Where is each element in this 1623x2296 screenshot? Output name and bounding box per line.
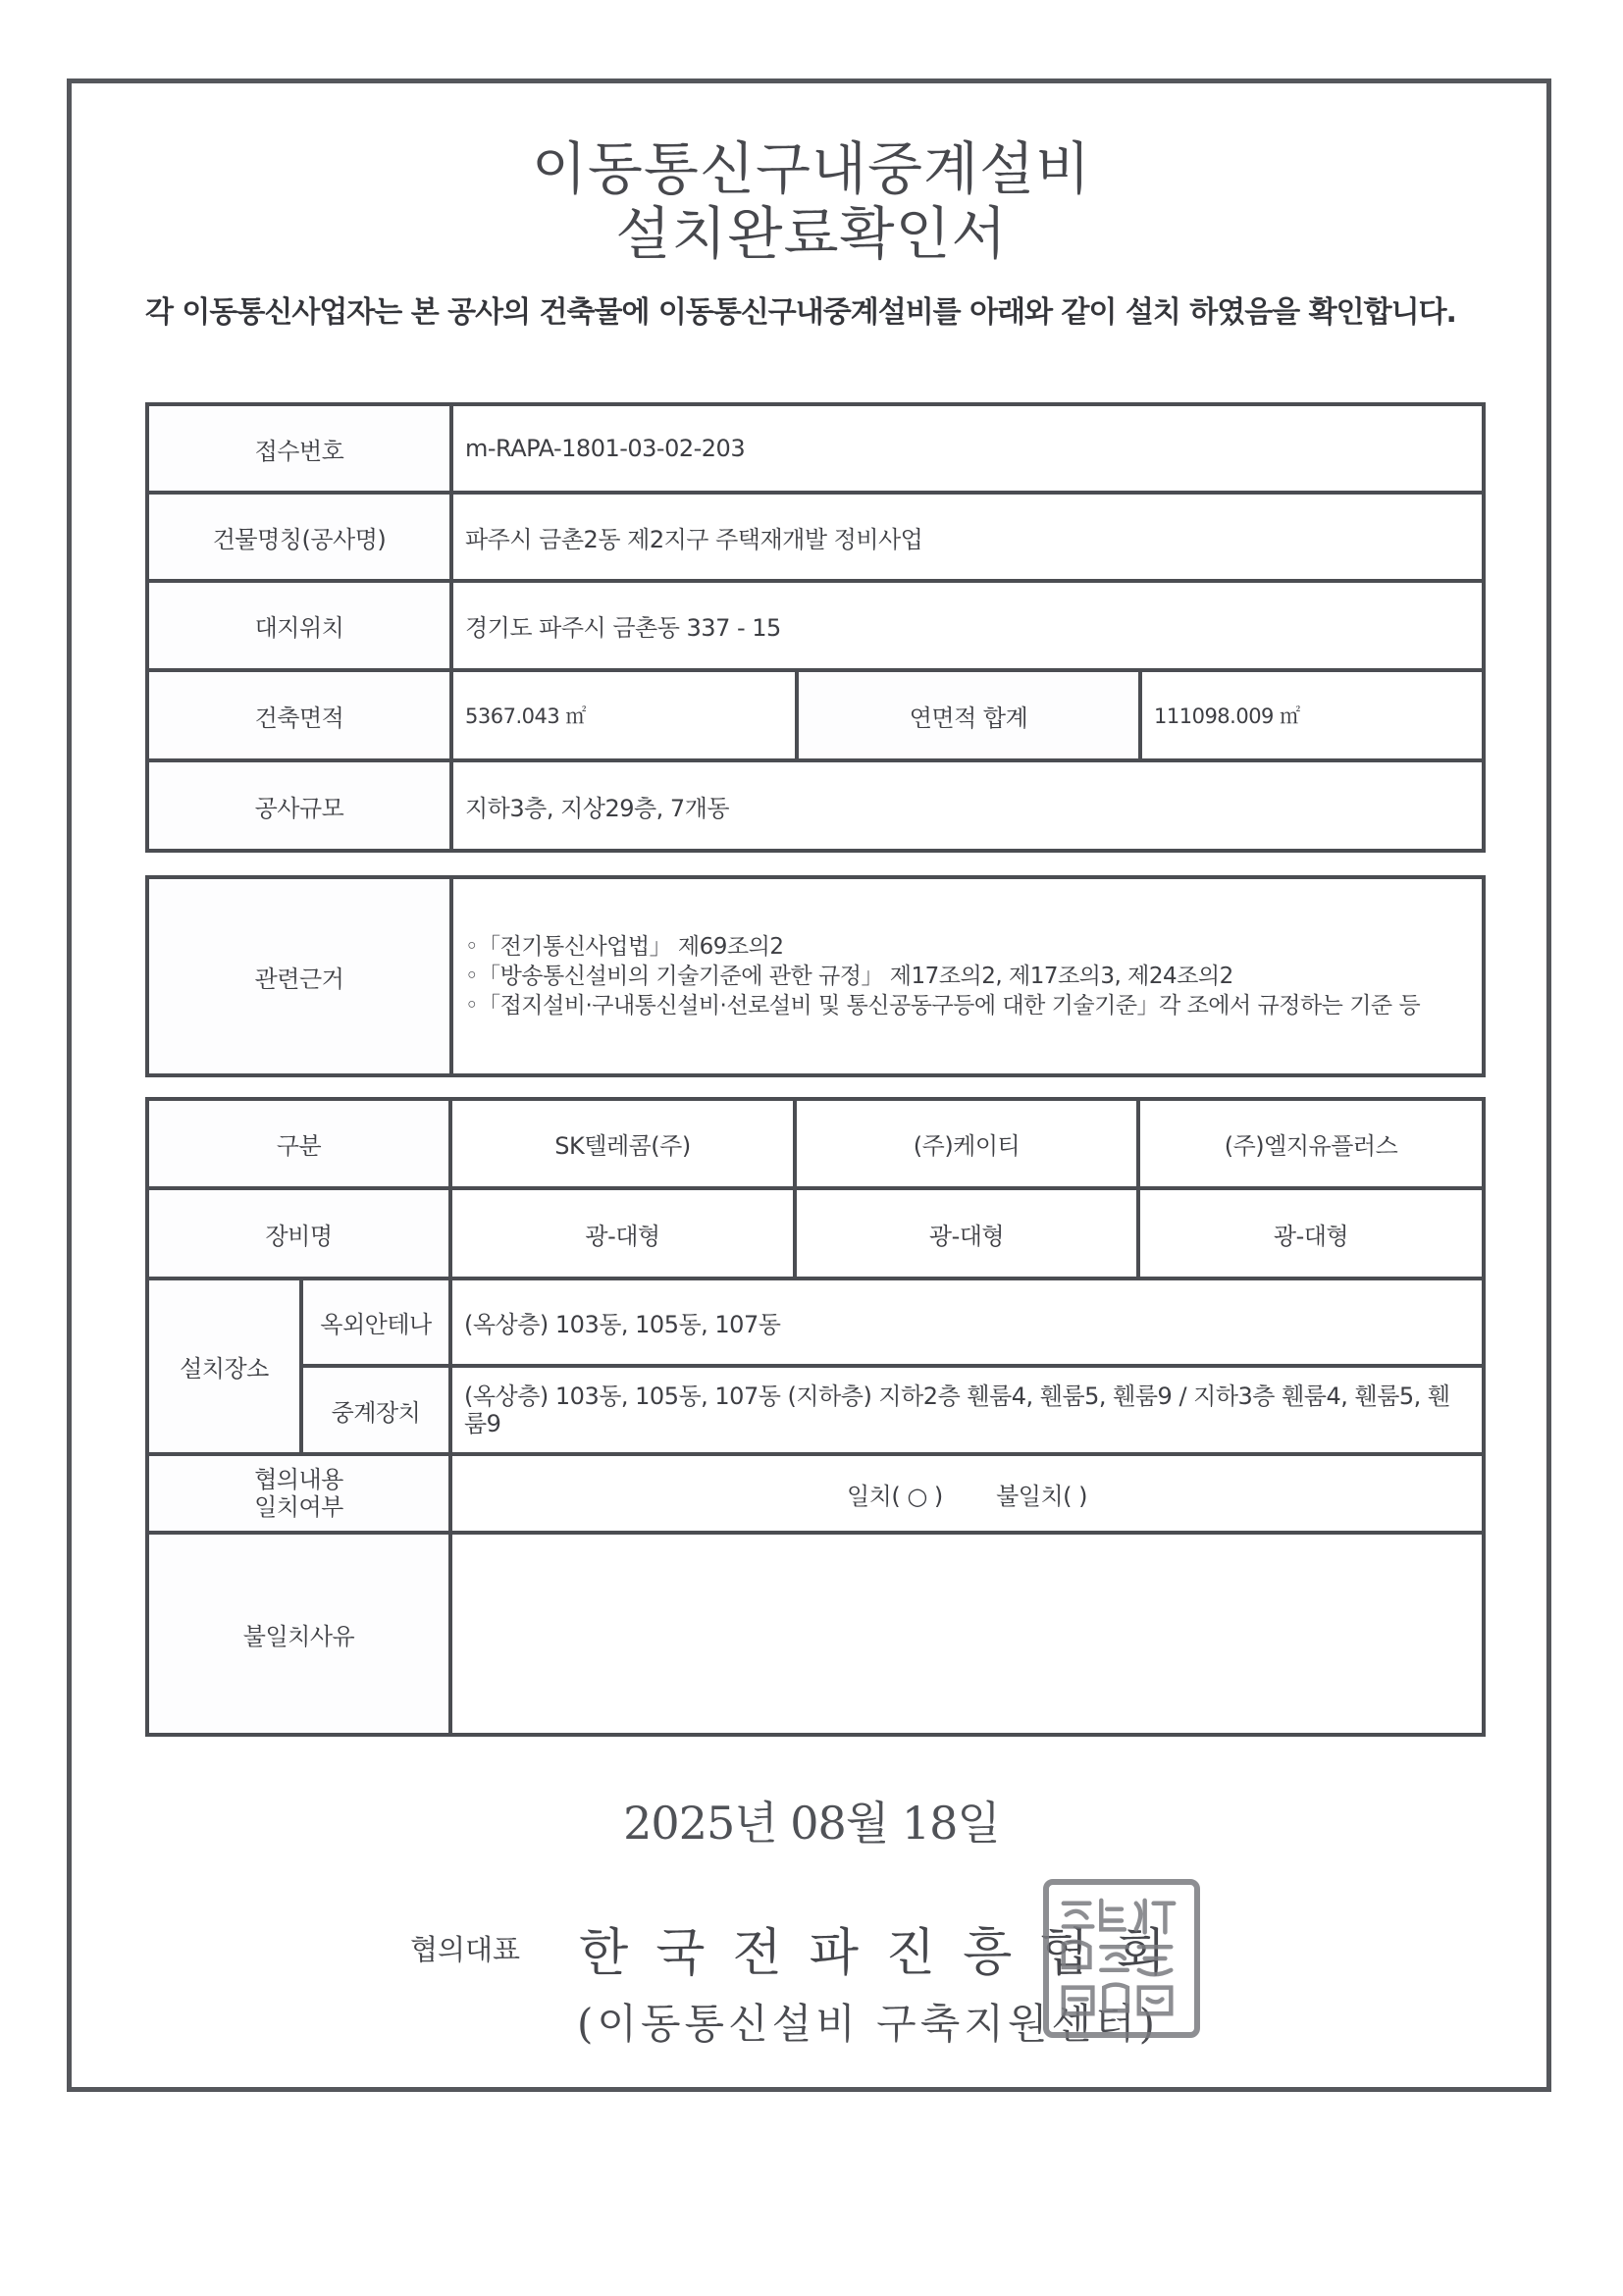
legal-basis-label: 관련근거 — [147, 877, 451, 1075]
receipt-no-value: m-RAPA-1801-03-02-203 — [451, 404, 1484, 493]
mismatch-reason-value[interactable] — [450, 1533, 1484, 1735]
building-name-label: 건물명칭(공사명) — [147, 493, 451, 581]
agreement-label — [147, 1454, 450, 1533]
table-row — [147, 1278, 1484, 1366]
legal-basis-content — [451, 877, 1484, 1075]
organization-name: 한국전파진흥협회 — [579, 1924, 1193, 1983]
mismatch-option[interactable]: 불일치( ) — [996, 1482, 1087, 1510]
carrier-installation-table — [145, 1097, 1486, 1737]
document-title-line2: 설치완료확인서 — [615, 200, 1008, 267]
construction-scale-value: 지하3층, 지상29층, 7개동 — [451, 760, 1484, 851]
seal-glyph-icon — [1049, 1885, 1194, 2032]
table-row — [147, 404, 1484, 493]
table-row — [147, 1533, 1484, 1735]
legal-basis-line: ◦「전기통신사업법」 제69조의2 — [465, 934, 784, 960]
site-location-label: 대지위치 — [147, 581, 451, 670]
total-floor-area-value: 111098.009 ㎡ — [1140, 670, 1484, 760]
carrier-name-skt: SK텔레콤(주) — [450, 1099, 795, 1188]
site-location-value: 경기도 파주시 금촌동 337 - 15 — [451, 581, 1484, 670]
organization-subtitle: (이동통신설비 구축지원센터) — [577, 2000, 1159, 2048]
building-name-value: 파주시 금촌2동 제2지구 주택재개발 정비사업 — [451, 493, 1484, 581]
repeater-label: 중계장치 — [301, 1366, 450, 1454]
official-seal-icon — [1043, 1879, 1200, 2038]
table-row — [147, 877, 1484, 1075]
table-row — [147, 1188, 1484, 1278]
total-floor-area-label: 연면적 합계 — [797, 670, 1140, 760]
construction-scale-label: 공사규모 — [147, 760, 451, 851]
equipment-label: 장비명 — [147, 1188, 450, 1278]
intro-statement: 각 이동통신사업자는 본 공사의 건축물에 이동통신구내중계설비를 아래와 같이 설치 하였음을 확인합니다. — [145, 295, 1456, 330]
building-area-value: 5367.043 ㎡ — [451, 670, 797, 760]
mismatch-reason-label: 불일치사유 — [147, 1533, 450, 1735]
table-row — [147, 1366, 1484, 1454]
representative-label: 협의대표 — [410, 1933, 521, 1966]
building-info-table — [145, 402, 1486, 853]
legal-basis-line: ◦「방송통신설비의 기술기준에 관한 규정」 제17조의2, 제17조의3, 제24조의2 — [465, 964, 1233, 989]
carrier-name-lgu: (주)엘지유플러스 — [1138, 1099, 1484, 1188]
equipment-skt: 광-대형 — [450, 1188, 795, 1278]
equipment-kt: 광-대형 — [795, 1188, 1138, 1278]
repeater-value: (옥상층) 103동, 105동, 107동 (지하층) 지하2층 휀룸4, 휀룸5, 휀룸9 / 지하3층 휀룸4, 휀룸5, 휀룸9 — [450, 1366, 1484, 1454]
building-area-label: 건축면적 — [147, 670, 451, 760]
equipment-lgu: 광-대형 — [1138, 1188, 1484, 1278]
agreement-label-line1: 협의내용 — [254, 1466, 343, 1493]
outdoor-antenna-value: (옥상층) 103동, 105동, 107동 — [450, 1278, 1484, 1366]
match-option[interactable]: 일치( ○ ) — [847, 1482, 943, 1510]
installation-location-label: 설치장소 — [147, 1278, 301, 1454]
agreement-label-line2: 일치여부 — [254, 1493, 343, 1521]
carrier-name-kt: (주)케이티 — [795, 1099, 1138, 1188]
table-row — [147, 760, 1484, 851]
legal-basis-line: ◦「접지설비·구내통신설비·선로설비 및 통신공동구등에 대한 기술기준」각 조에서 규정하는 기준 등 — [465, 993, 1421, 1018]
legal-basis-table — [145, 875, 1486, 1077]
table-row — [147, 493, 1484, 581]
table-row — [147, 670, 1484, 760]
carrier-header-label: 구분 — [147, 1099, 450, 1188]
table-row — [147, 581, 1484, 670]
receipt-no-label: 접수번호 — [147, 404, 451, 493]
issue-date: 2025년 08월 18일 — [623, 1797, 1000, 1850]
document-title-line1: 이동통신구내중계설비 — [531, 135, 1092, 202]
outdoor-antenna-label: 옥외안테나 — [301, 1278, 450, 1366]
agreement-status — [450, 1454, 1484, 1533]
table-row — [147, 1099, 1484, 1188]
table-row — [147, 1454, 1484, 1533]
